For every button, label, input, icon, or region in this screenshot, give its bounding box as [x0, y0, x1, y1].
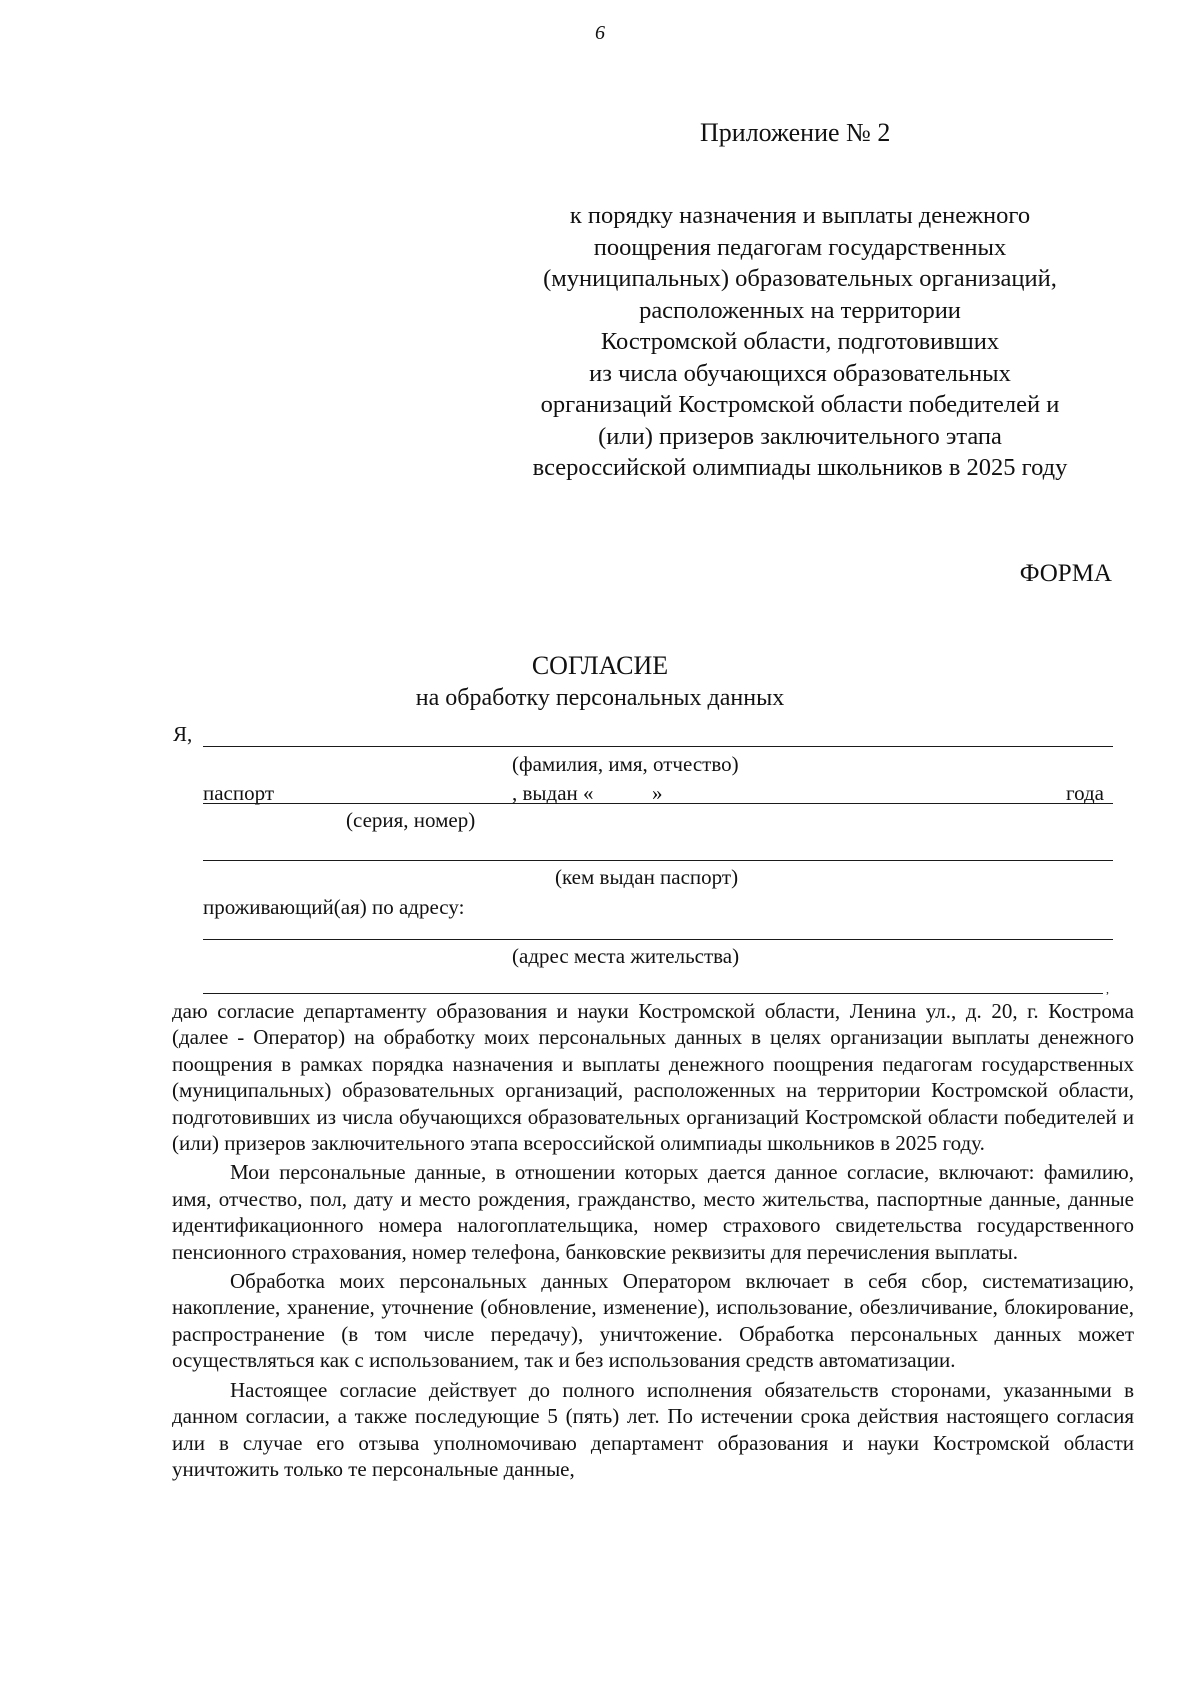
fio-blank-line[interactable]: [203, 746, 1113, 747]
body-paragraph: даю согласие департаменту образования и науки Костромской области, Ленина ул., д. 20, г. Кострома (далее - Оператор) на обработку моих персональных данных в целях организации выплаты денежного поощрения в рамках порядка назначения и выплаты денежного поощрения педагогам государственных (муниципальных) образовательных организаций, расположенных на территории Костромской области, подготовивших из числа обучающихся образовательных организаций Костромской области победителей и (или) призеров заключительного этапа всероссийской олимпиады школьников в 2025 году.: [172, 999, 1134, 1156]
address-blank-line[interactable]: [203, 939, 1113, 940]
appendix-subtitle-line: (муниципальных) образовательных организаций,: [543, 265, 1057, 292]
body-paragraph: Мои персональные данные, в отношении которых дается данное согласие, включают: фамилию, имя, отчество, пол, дату и место рождения, гражданство, место жительства, паспортные данные, данные идентификационного номера налогоплательщика, номер страхового свидетельства государственного пенсионного страхования, номер телефона, банковские реквизиты для перечисления выплаты.: [172, 1160, 1134, 1264]
passport-label: паспорт: [203, 781, 275, 805]
issued-close-quote: »: [652, 781, 663, 805]
appendix-subtitle-line: организаций Костромской области победителей и: [540, 391, 1060, 418]
appendix-subtitle-line: Костромской области, подготовивших: [600, 328, 1000, 355]
issuer-caption: (кем выдан паспорт): [555, 865, 739, 889]
issued-label: , выдан «: [512, 781, 594, 805]
appendix-subtitle-line: расположенных на территории: [639, 296, 961, 324]
form-label: ФОРМА: [1019, 560, 1112, 587]
page-number: 6: [595, 22, 605, 44]
appendix-title: Приложение № 2: [700, 118, 891, 147]
address-caption: (адрес места жительства): [512, 944, 740, 968]
fio-caption: (фамилия, имя, отчество): [512, 752, 739, 776]
consent-title: СОГЛАСИЕ: [531, 651, 669, 680]
i-label: Я,: [173, 722, 193, 746]
appendix-subtitle-line: к порядку назначения и выплаты денежного: [569, 202, 1031, 229]
series-caption: (серия, номер): [346, 808, 476, 832]
appendix-subtitle-line: из числа обучающихся образовательных: [589, 359, 1011, 387]
end-comma: ,: [1106, 982, 1109, 996]
appendix-subtitle-line: поощрения педагогам государственных: [593, 233, 1007, 261]
residing-label: проживающий(ая) по адресу:: [203, 895, 465, 919]
consent-body: [172, 998, 1134, 1485]
issuer-blank-line[interactable]: [203, 860, 1113, 861]
year-label: года: [1066, 781, 1104, 805]
body-paragraph: Настоящее согласие действует до полного исполнения обязательств сторонами, указанными в данном согласии, а также последующие 5 (пять) лет. По истечении срока действия настоящего согласия или в случае его отзыва уполномочиваю департамент образования и науки Костромской области уничтожить только те персональные данные,: [172, 1377, 1134, 1481]
appendix-subtitle-line: (или) призеров заключительного этапа: [598, 422, 1002, 450]
appendix-subtitle-line: всероссийской олимпиады школьников в 2025 году: [532, 454, 1068, 481]
appendix-subtitle: [505, 200, 1095, 484]
body-paragraph: Обработка моих персональных данных Оператором включает в себя сбор, систематизацию, накопление, хранение, уточнение (обновление, изменение), использование, обезличивание, блокирование, распространение (в том числе передачу), уничтожение. Обработка персональных данных может осуществляться как с использованием, так и без использования средств автоматизации.: [172, 1269, 1134, 1373]
consent-subtitle: на обработку персональных данных: [415, 685, 785, 711]
address-continuation-line[interactable]: [203, 993, 1103, 994]
